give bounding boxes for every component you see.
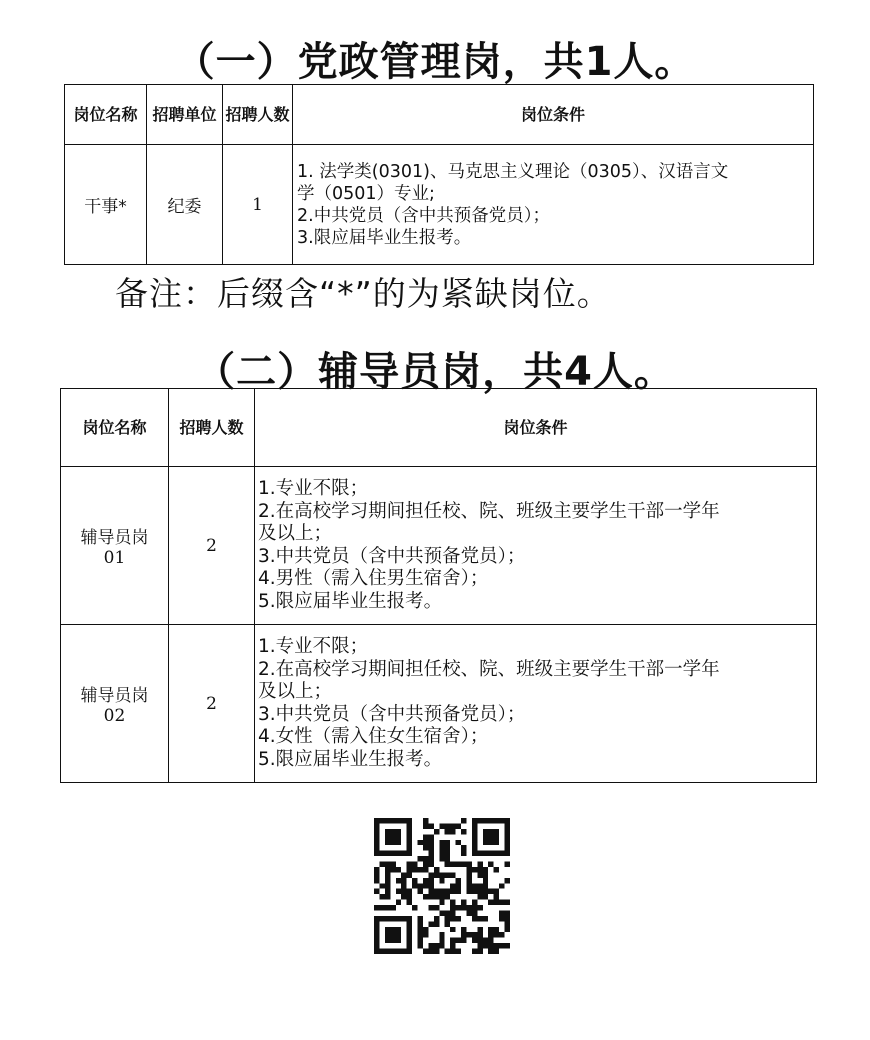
shortage-note: 备注：后缀含“*”的为紧缺岗位。 (115, 274, 611, 313)
condition-line: 及以上； (258, 681, 333, 702)
section1-heading: （一）党政管理岗，共1人。 (174, 39, 696, 85)
condition-line: 5.限应届毕业生报考。 (258, 748, 443, 770)
table-row (61, 625, 817, 783)
section2-heading: （二）辅导员岗，共4人。 (195, 349, 675, 395)
condition-line: 4.男性（需入住男生宿舍）； (258, 568, 489, 589)
condition-line: 1.专业不限； (258, 478, 369, 499)
position-name: 辅导员岗 01 (61, 467, 169, 625)
position-conditions (255, 467, 817, 625)
header-position-name: 岗位名称 (65, 85, 147, 145)
condition-line: 2.中共党员（含中共预备党员）； (297, 205, 550, 226)
table-header-row (61, 389, 817, 467)
header-hiring-count: 招聘人数 (169, 389, 255, 467)
condition-line: 2.在高校学习期间担任校、院、班级主要学生干部一学年 (258, 658, 720, 680)
counselor-table (60, 388, 817, 783)
qr-code (374, 818, 510, 954)
table-header-row (65, 85, 814, 145)
position-conditions (293, 145, 814, 265)
header-position-name: 岗位名称 (61, 389, 169, 467)
header-hiring-count: 招聘人数 (223, 85, 293, 145)
party-admin-table (64, 84, 814, 265)
condition-line: 5.限应届毕业生报考。 (258, 590, 443, 612)
position-name: 辅导员岗 02 (61, 625, 169, 783)
condition-line: 1.专业不限； (258, 636, 369, 657)
hiring-unit: 纪委 (147, 145, 223, 265)
hiring-count: 1 (223, 145, 293, 265)
hiring-count: 2 (169, 467, 255, 625)
header-conditions: 岗位条件 (255, 389, 817, 467)
position-conditions (255, 625, 817, 783)
condition-line: 4.女性（需入住女生宿舍）； (258, 726, 489, 747)
condition-line: 3.限应届毕业生报考。 (297, 227, 472, 248)
condition-line: 1. 法学类(0301)、马克思主义理论（0305）、汉语言文 (297, 161, 729, 182)
table-row (61, 467, 817, 625)
header-hiring-unit: 招聘单位 (147, 85, 223, 145)
condition-line: 3.中共党员（含中共预备党员）； (258, 545, 526, 567)
position-name: 干事* (65, 145, 147, 265)
condition-line: 2.在高校学习期间担任校、院、班级主要学生干部一学年 (258, 500, 720, 522)
condition-line: 3.中共党员（含中共预备党员）； (258, 703, 526, 725)
header-conditions: 岗位条件 (293, 85, 814, 145)
condition-line: 及以上； (258, 523, 333, 544)
table-row (65, 145, 814, 265)
hiring-count: 2 (169, 625, 255, 783)
condition-line: 学（0501）专业; (297, 183, 435, 204)
